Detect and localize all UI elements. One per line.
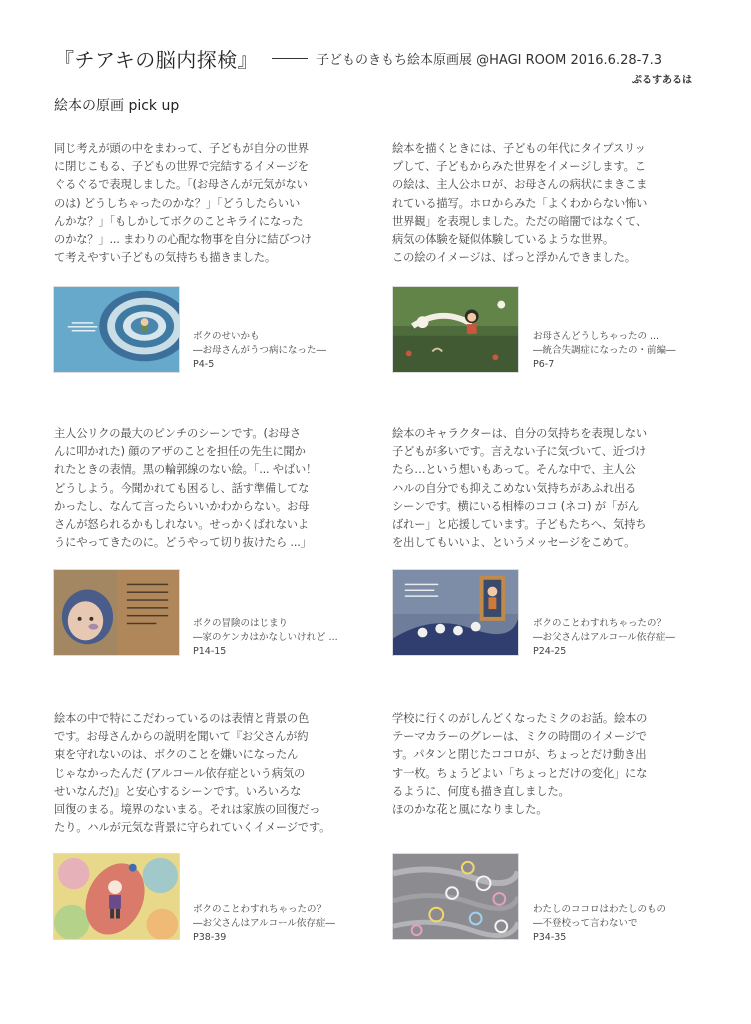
caption-page: P24-25 [533,646,567,657]
caption-subtitle: ―お父さんはアルコール依存症― [533,632,675,643]
caption-page: P34-35 [533,932,567,943]
exhibition-subtitle: 子どものきもち絵本原画展 @HAGI ROOM 2016.6.28-7.3 [316,53,662,68]
description-entry-1: 同じ考えが頭の中をまわって、子どもが自分の世界 に閉じこもる、子どもの世界で完結するイメージを ぐるぐるで表現しました。「(お母さんが元気がない のは) どうしちゃったのかな？」「どうしたらいい んかな？」「もしかしてボクのことキライになった のかな？」... まわりの心配な物事を自分に結びつけ て考えやすい子どもの気持ちも描きました。 [54,142,312,265]
illustration-entry-3 [53,569,180,656]
caption-title: ボクのことわすれちゃったの？ [193,904,327,915]
description-entry-3: 主人公リクの最大のピンチのシーンです。(お母さ んに叩かれた) 顔のアザのことを担任の先生に聞か れたときの表情。黒の輪郭線のない絵。「... やばい！ どうしよう。今聞かれても困るし、話す準備してな かったし、なんて言ったらいいかわからない。お母 さんが怒られるかもしれない。せっかくばれないよ うにやってきたのに。どうやって切り抜けたら ...」 [54,427,318,550]
caption-page: P14-15 [193,646,227,657]
caption-entry-1 [193,330,326,372]
title-dash-rule [272,58,308,59]
caption-entry-6 [533,903,666,945]
illustration-entry-1 [53,286,180,373]
caption-title: ボクのせいかも [193,331,260,342]
caption-subtitle: ―お母さんがうつ病になった― [193,345,327,356]
illustration-entry-4 [392,569,519,656]
caption-entry-5 [193,903,335,945]
caption-page: P6-7 [533,359,555,370]
caption-page: P38-39 [193,932,227,943]
description-entry-6: 学校に行くのがしんどくなったミクのお話。絵本の テーマカラーのグレーは、ミクの時間のイメージで す。パタンと閉じたココロが、ちょっとだけ動き出 す一枚。ちょうどよい「ちょっとだけの変化」にな るように、何度も描き直しました。 ほのかな花と風になりました。 [392,712,648,817]
caption-subtitle: ―統合失調症になったの・前編― [533,345,676,356]
section-heading: 絵本の原画 pick up [54,98,180,114]
caption-subtitle: ―家のケンカはかなしいけれど ... [193,632,338,643]
page-header [54,44,704,84]
caption-subtitle: ―不登校って言わないで [533,918,638,929]
caption-title: ボクのことわすれちゃったの？ [533,618,667,629]
caption-title: お母さんどうしちゃったの ... [533,331,660,342]
caption-title: わたしのココロはわたしのもの [533,904,667,915]
exhibition-title: 『チアキの脳内探検』 [54,48,259,72]
illustration-entry-5 [53,853,180,940]
caption-subtitle: ―お父さんはアルコール依存症― [193,918,335,929]
caption-title: ボクの冒険のはじまり [193,618,289,629]
description-entry-5: 絵本の中で特にこだわっているのは表情と背景の色 です。お母さんからの説明を聞いて『お父さんが約 束を守れないのは、ボクのことを嫌いになったん じゃなかったんだ (アルコール依存症という病気の せいなんだ)』と安心するシーンです。いろいろな 回復のまる。境界のないまる。それは家族の回復だっ たり。ハルが元気な背景に守られていくイメージです。 [54,712,331,835]
caption-entry-4 [533,617,675,659]
description-entry-2: 絵本を描くときには、子どもの年代にタイプスリッ プして、子どもからみた世界をイメージします。こ の絵は、主人公ホロが、お母さんの病状にまきこま れている描写。ホロからみた「よくわからない怖い 世界観」を表現しました。ただの暗闇ではなくて、 病気の体験を疑似体験しているような世界。 この絵のイメージは、ぱっと浮かんできました。 [392,142,648,265]
author-name: ぷるすあるは [632,75,692,86]
caption-page: P4-5 [193,359,215,370]
caption-entry-3 [193,617,338,659]
caption-entry-2 [533,330,676,372]
description-entry-4: 絵本のキャラクターは、自分の気持ちを表現しない 子どもが多いです。言えない子に気づいて、近づけ たら…という想いもあって。そんな中で、主人公 ハルの自分でも抑えこめない気持ちがあふれ出る シーンです。横にいる相棒のココ (ネコ) が「がん ばれー」と応援しています。子どもたちへ、気持ち を出してもいいよ、というメッセージをこめて。 [392,427,648,550]
illustration-entry-2 [392,286,519,373]
illustration-entry-6 [392,853,519,940]
